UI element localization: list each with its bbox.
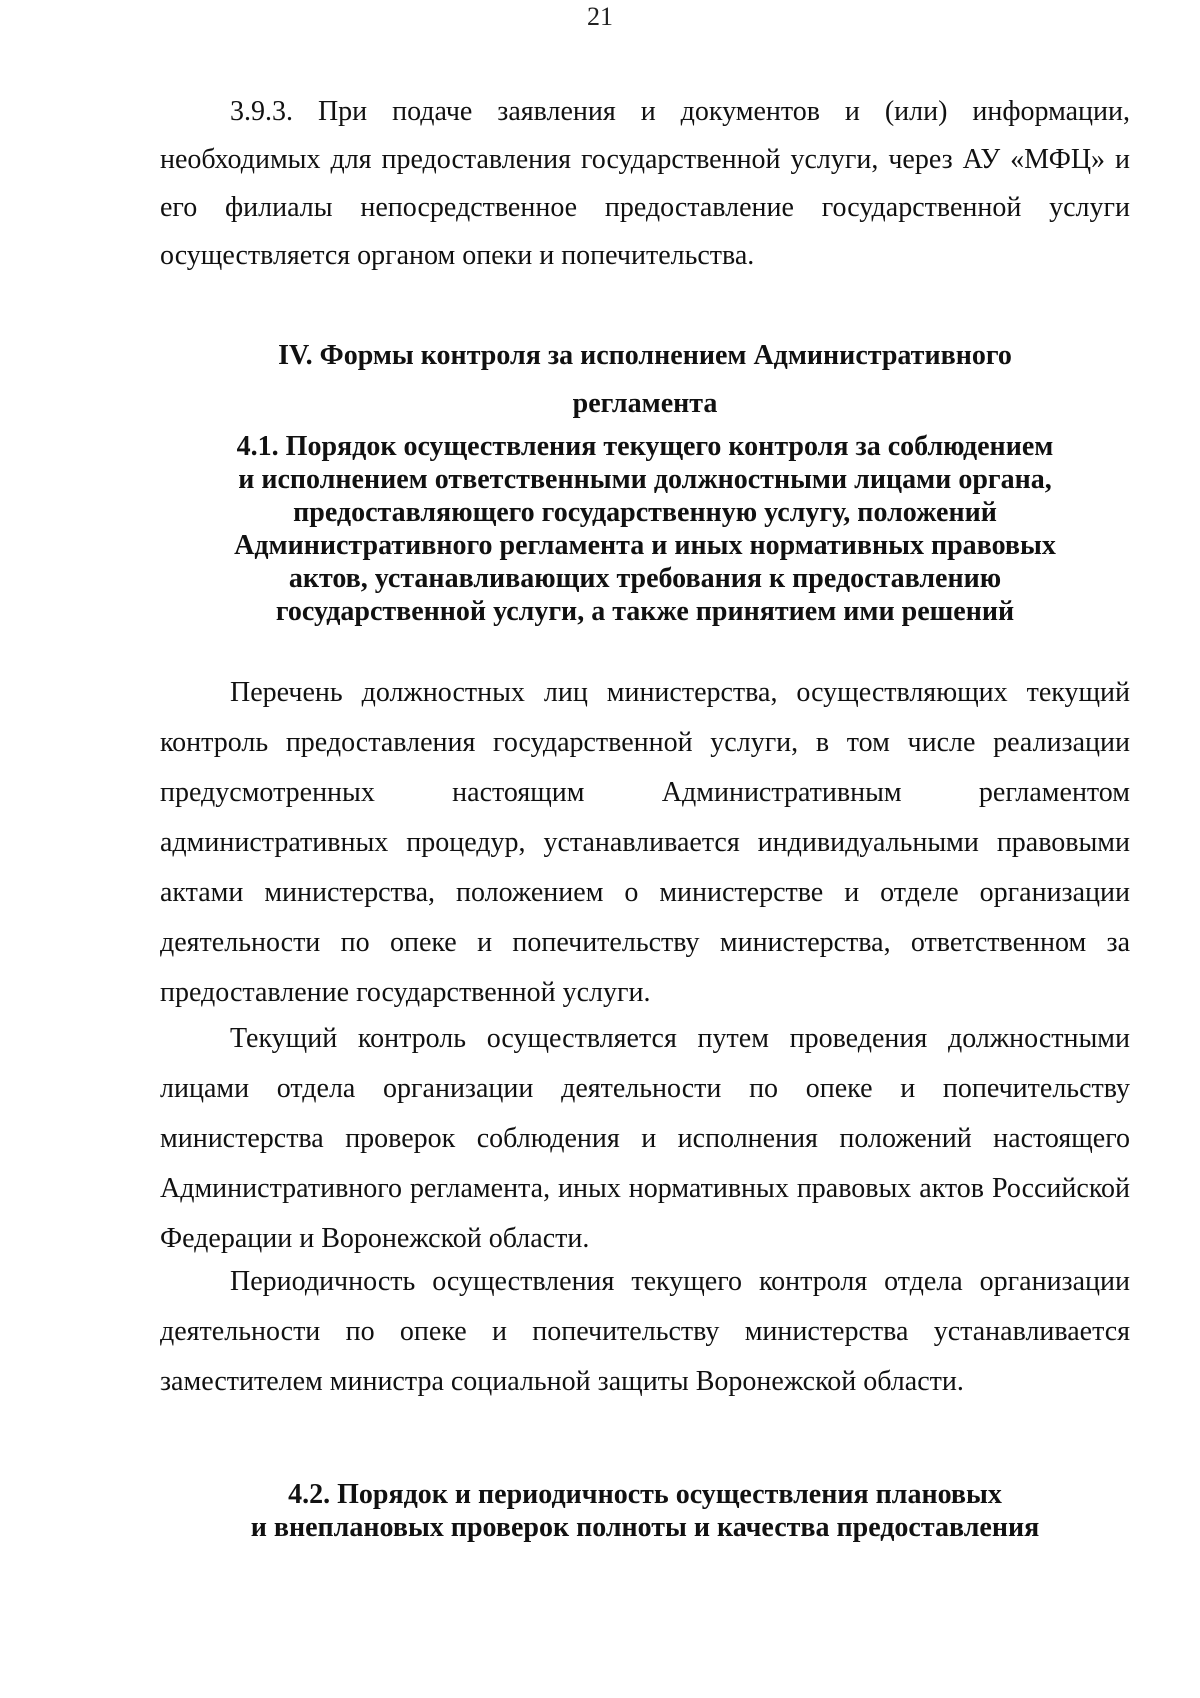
subsection-4-1-line-3: предоставляющего государственную услугу, положений xyxy=(293,497,997,528)
subsection-4-2-line-2: и внеплановых проверок полноты и качества предоставления xyxy=(250,1512,1040,1543)
paragraph-3-9-3: 3.9.3. При подаче заявления и документов и (или) информации, необходимых для предоставления государственной услуги, через АУ «МФЦ» и его филиалы непосредственное предоставление государственной услуги осуществляется органом опеки и попечительства. xyxy=(160,96,1130,271)
subsection-4-1-line-1: 4.1. Порядок осуществления текущего контроля за соблюдением xyxy=(236,431,1054,462)
section-heading xyxy=(160,332,1130,428)
subsection-4-1-line-6: государственной услуги, а также принятием ими решений xyxy=(275,596,1015,627)
page-number: 21 xyxy=(587,2,613,31)
subsection-4-2-line-1: 4.2. Порядок и периодичность осуществления плановых xyxy=(288,1479,1002,1510)
subsection-4-2-heading xyxy=(160,1478,1130,1544)
paragraph-current-control: Текущий контроль осуществляется путем проведения должностными лицами отдела организации деятельности по опеке и попечительству министерства проверок соблюдения и исполнения положений настоящего Административного регламента, иных нормативных правовых актов Российской Федерации и Воронежской области. xyxy=(160,1023,1130,1254)
subsection-4-1-line-4: Административного регламента и иных нормативных правовых xyxy=(234,530,1056,561)
section-heading-line-2: регламента xyxy=(572,388,718,419)
subsection-4-1-line-2: и исполнением ответственными должностными лицами органа, xyxy=(238,464,1052,495)
paragraph-officials-list: Перечень должностных лиц министерства, осуществляющих текущий контроль предоставления государственной услуги, в том числе реализации предусмотренных настоящим Административным регламентом административных процедур, устанавливается индивидуальными правовыми актами министерства, положением о министерстве и отделе организации деятельности по опеке и попечительству министерства, ответственном за предоставление государственной услуги. xyxy=(160,677,1130,1008)
subsection-4-1-heading xyxy=(160,430,1130,628)
section-heading-line-1: IV. Формы контроля за исполнением Административного xyxy=(278,340,1012,371)
subsection-4-1-line-5: актов, устанавливающих требования к предоставлению xyxy=(288,563,1002,594)
paragraph-periodicity: Периодичность осуществления текущего контроля отдела организации деятельности по опеке и попечительству министерства устанавливается заместителем министра социальной защиты Воронежской области. xyxy=(160,1266,1130,1397)
